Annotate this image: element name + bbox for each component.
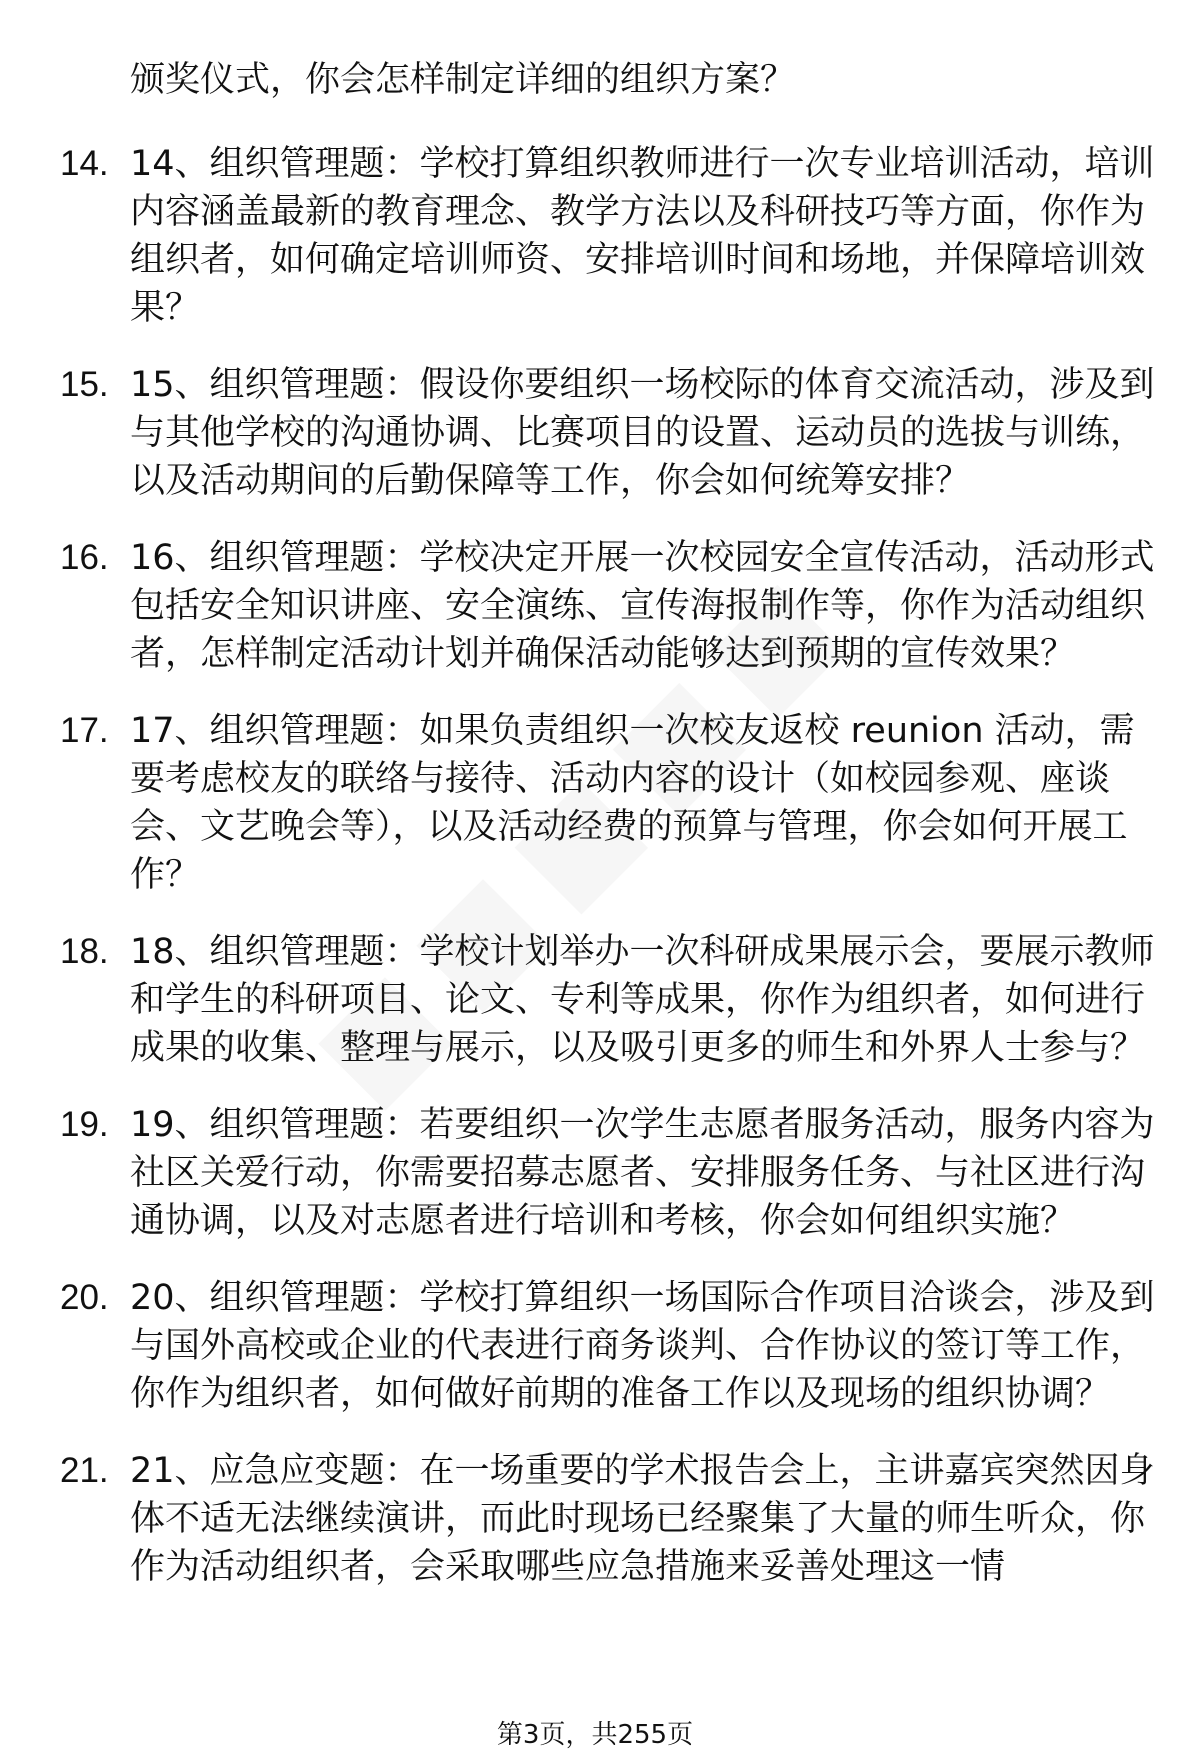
question-item bbox=[60, 361, 1160, 505]
question-text: 14、组织管理题：学校打算组织教师进行一次专业培训活动，培训内容涵盖最新的教育理念、教学方法以及科研技巧等方面，你作为组织者，如何确定培训师资、安排培训时间和场地，并保障培训效果？ bbox=[130, 144, 1155, 328]
question-item bbox=[60, 1447, 1160, 1591]
question-text: 18、组织管理题：学校计划举办一次科研成果展示会，要展示教师和学生的科研项目、论文、专利等成果，你作为组织者，如何进行成果的收集、整理与展示，以及吸引更多的师生和外界人士参与？ bbox=[130, 932, 1155, 1068]
question-number: 14. bbox=[60, 144, 109, 183]
question-text: 15、组织管理题：假设你要组织一场校际的体育交流活动，涉及到与其他学校的沟通协调、比赛项目的设置、运动员的选拔与训练，以及活动期间的后勤保障等工作，你会如何统筹安排？ bbox=[130, 365, 1155, 501]
question-number: 20. bbox=[60, 1278, 109, 1317]
question-list bbox=[60, 140, 1160, 1620]
question-number: 16. bbox=[60, 538, 109, 577]
continuation-text: 颁奖仪式，你会怎样制定详细的组织方案？ bbox=[130, 60, 796, 100]
question-number: 18. bbox=[60, 932, 109, 971]
question-item bbox=[60, 707, 1160, 899]
question-text: 17、组织管理题：如果负责组织一次校友返校 reunion 活动，需要考虑校友的联络与接待、活动内容的设计（如校园参观、座谈会、文艺晚会等），以及活动经费的预算与管理，你会如何开展工作？ bbox=[130, 711, 1135, 895]
question-number: 21. bbox=[60, 1451, 109, 1490]
question-item bbox=[60, 140, 1160, 332]
question-text: 19、组织管理题：若要组织一次学生志愿者服务活动，服务内容为社区关爱行动，你需要招募志愿者、安排服务任务、与社区进行沟通协调，以及对志愿者进行培训和考核，你会如何组织实施？ bbox=[130, 1105, 1155, 1241]
question-text: 16、组织管理题：学校决定开展一次校园安全宣传活动，活动形式包括安全知识讲座、安全演练、宣传海报制作等，你作为活动组织者，怎样制定活动计划并确保活动能够达到预期的宣传效果？ bbox=[130, 538, 1155, 674]
question-item bbox=[60, 928, 1160, 1072]
question-item bbox=[60, 534, 1160, 678]
page-footer: 第3页，共255页 bbox=[496, 1720, 694, 1750]
question-number: 15. bbox=[60, 365, 109, 404]
question-item bbox=[60, 1274, 1160, 1418]
question-item bbox=[60, 1101, 1160, 1245]
question-text: 20、组织管理题：学校打算组织一场国际合作项目洽谈会，涉及到与国外高校或企业的代表进行商务谈判、合作协议的签订等工作，你作为组织者，如何做好前期的准备工作以及现场的组织协调？ bbox=[130, 1278, 1155, 1414]
question-number: 17. bbox=[60, 711, 109, 750]
question-number: 19. bbox=[60, 1105, 109, 1144]
question-text: 21、应急应变题：在一场重要的学术报告会上，主讲嘉宾突然因身体不适无法继续演讲，而此时现场已经聚集了大量的师生听众，你作为活动组织者，会采取哪些应急措施来妥善处理这一情 bbox=[130, 1451, 1155, 1587]
